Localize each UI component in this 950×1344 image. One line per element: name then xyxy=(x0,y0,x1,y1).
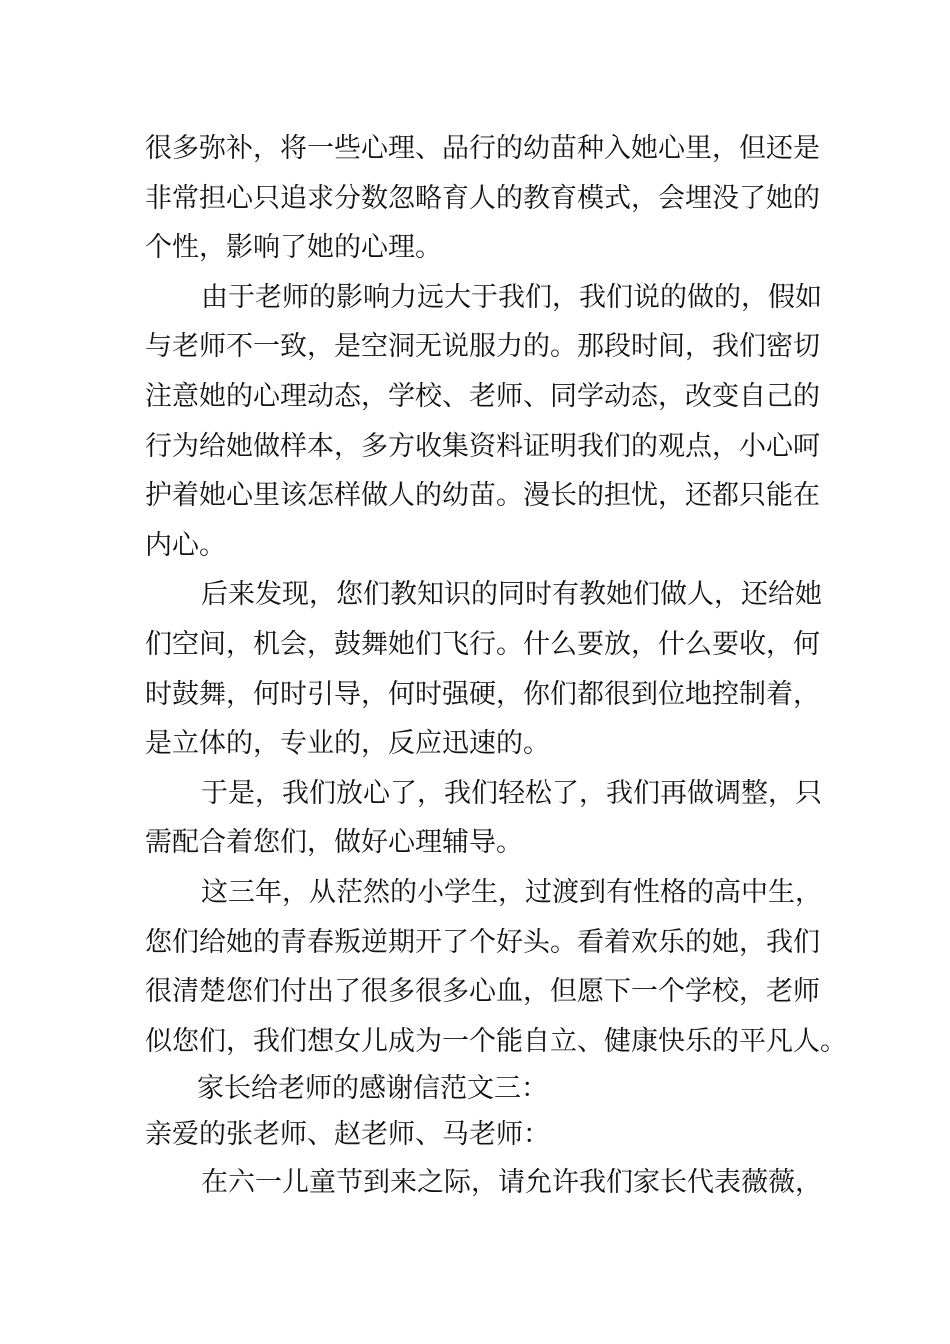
text-line: 注意她的心理动态，学校、老师、同学动态，改变自己的 xyxy=(145,380,820,412)
text-line: 时鼓舞，何时引导，何时强硬，你们都很到位地控制着， xyxy=(145,678,820,710)
text-line: 似您们，我们想女儿成为一个能自立、健康快乐的平凡人。 xyxy=(145,1025,847,1057)
salutation: 亲爱的张老师、赵老师、马老师： xyxy=(145,1119,550,1151)
text-line: 您们给她的青春叛逆期开了个好头。看着欢乐的她，我们 xyxy=(145,926,820,958)
letter-body xyxy=(145,124,847,1208)
text-line: 与老师不一致，是空洞无说服力的。那段时间，我们密切 xyxy=(145,331,820,363)
text-line: 内心。 xyxy=(145,529,226,561)
text-line: 需配合着您们，做好心理辅导。 xyxy=(145,827,523,859)
paragraph-first-line: 这三年，从茫然的小学生，过渡到有性格的高中生， xyxy=(201,876,822,908)
text-line: 很多弥补，将一些心理、品行的幼苗种入她心里，但还是 xyxy=(145,133,820,164)
text-line: 们空间，机会，鼓舞她们飞行。什么要放，什么要收，何 xyxy=(145,628,820,660)
text-line: 非常担心只追求分数忽略育人的教育模式，会埋没了她的 xyxy=(145,182,820,214)
paragraph-first-line: 在六一儿童节到来之际，请允许我们家长代表薇薇， xyxy=(201,1167,822,1199)
text-line: 护着她心里该怎样做人的幼苗。漫长的担忧，还都只能在 xyxy=(145,480,820,512)
section-heading: 家长给老师的感谢信范文三： xyxy=(197,1073,548,1105)
paragraph-first-line: 于是，我们放心了，我们轻松了，我们再做调整，只 xyxy=(201,777,822,809)
paragraph-first-line: 后来发现，您们教知识的同时有教她们做人，还给她 xyxy=(201,579,822,611)
text-line: 个性，影响了她的心理。 xyxy=(145,232,442,264)
text-line: 是立体的，专业的，反应迅速的。 xyxy=(145,728,550,760)
text-line: 很清楚您们付出了很多很多心血，但愿下一个学校，老师 xyxy=(145,976,820,1008)
paragraph-first-line: 由于老师的影响力远大于我们，我们说的做的，假如 xyxy=(201,281,822,313)
text-line: 行为给她做样本，多方收集资料证明我们的观点，小心呵 xyxy=(145,430,820,462)
